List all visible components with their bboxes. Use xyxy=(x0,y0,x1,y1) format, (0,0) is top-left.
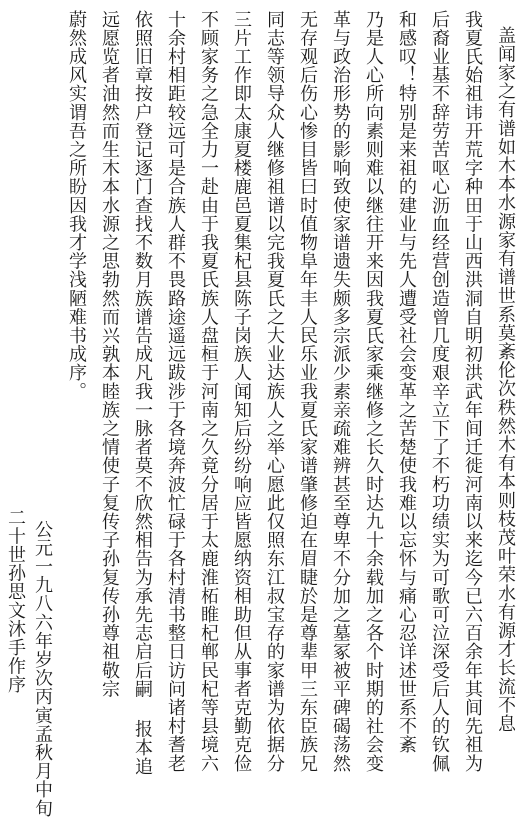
preface-line: 和感叹！特别是来祖的建业与先人遭受社会变革之苦楚使我难以忘怀与痛心忍详述世系不紊 xyxy=(396,10,417,754)
preface-line: 十余村相距较远可是合族人群不畏路途遥远跋涉于各境奔波忙碌于各村清书整日访问诸村耆老 xyxy=(165,10,186,773)
preface-line: 革与政治形势的影响致使家谱遗失颇多宗派少素亲疏难辨甚至尊卑不分加之墓冢被平碑碣荡然 xyxy=(330,10,351,773)
preface-line: 后裔业基不辞劳苦呕心沥血经营创造曾几度艰辛立下了不朽功绩实为可歌可泣深受后人的钦佩 xyxy=(429,10,450,773)
preface-line: 同志等领导众人继修祖谱以完我夏氏之大业达族人之举心愿此仅照东江叔宝存的家谱为依据分 xyxy=(264,10,285,773)
preface-line: 蔚然成风实谓吾之所盼因我才学浅陋难书成序。 xyxy=(66,10,87,401)
preface-line: 无存观后伤心惨目皆曰时值物阜年丰人民乐业我夏氏家谱肇修迫在眉睫於是尊辈甲三东臣族兄 xyxy=(297,10,318,773)
preface-line: 乃是人心所向素则难以继往开来因我夏氏家乘继修之长久时达九十余载加之各个时期的社会变 xyxy=(363,10,384,773)
preface-line: 不顾家务之急全力一赴由于我夏氏族人盘桓于河南之久竟分居于太鹿淮柘睢杞郸民杞等县境六 xyxy=(198,10,219,773)
preface-line: 远愿览者油然而生木本水源之思勃然而兴孰本睦族之情使子复传子孙复传孙尊祖敬宗 xyxy=(99,10,120,699)
preface-line: 依照旧章按户登记逐门查找不数月族谱告成凡我一脉者莫不欣然相告为承先志启后嗣 报本追 xyxy=(132,10,153,776)
preface-line: 我夏氏始祖讳开荒字种田于山西洪洞自明初洪武年间迁徙河南以来迄今已六百余年其间先祖为 xyxy=(462,10,483,773)
date-line: 公元一九八六年岁次丙寅孟秋月中旬 xyxy=(32,520,53,818)
author-signature-line: 二十世孙思文沐手作序 xyxy=(5,508,26,694)
preface-line: 三片工作即太康夏楼鹿邑夏集杞县陈子岗族人闻知后纷纷响应皆愿纳资相助但从事者克勤克俭 xyxy=(231,10,252,773)
preface-line: 盖闻家之有谱如木本水源家有谱世系莫紊伦次秩然木有本则枝茂叶荣水有源才长流不息 xyxy=(495,26,516,733)
